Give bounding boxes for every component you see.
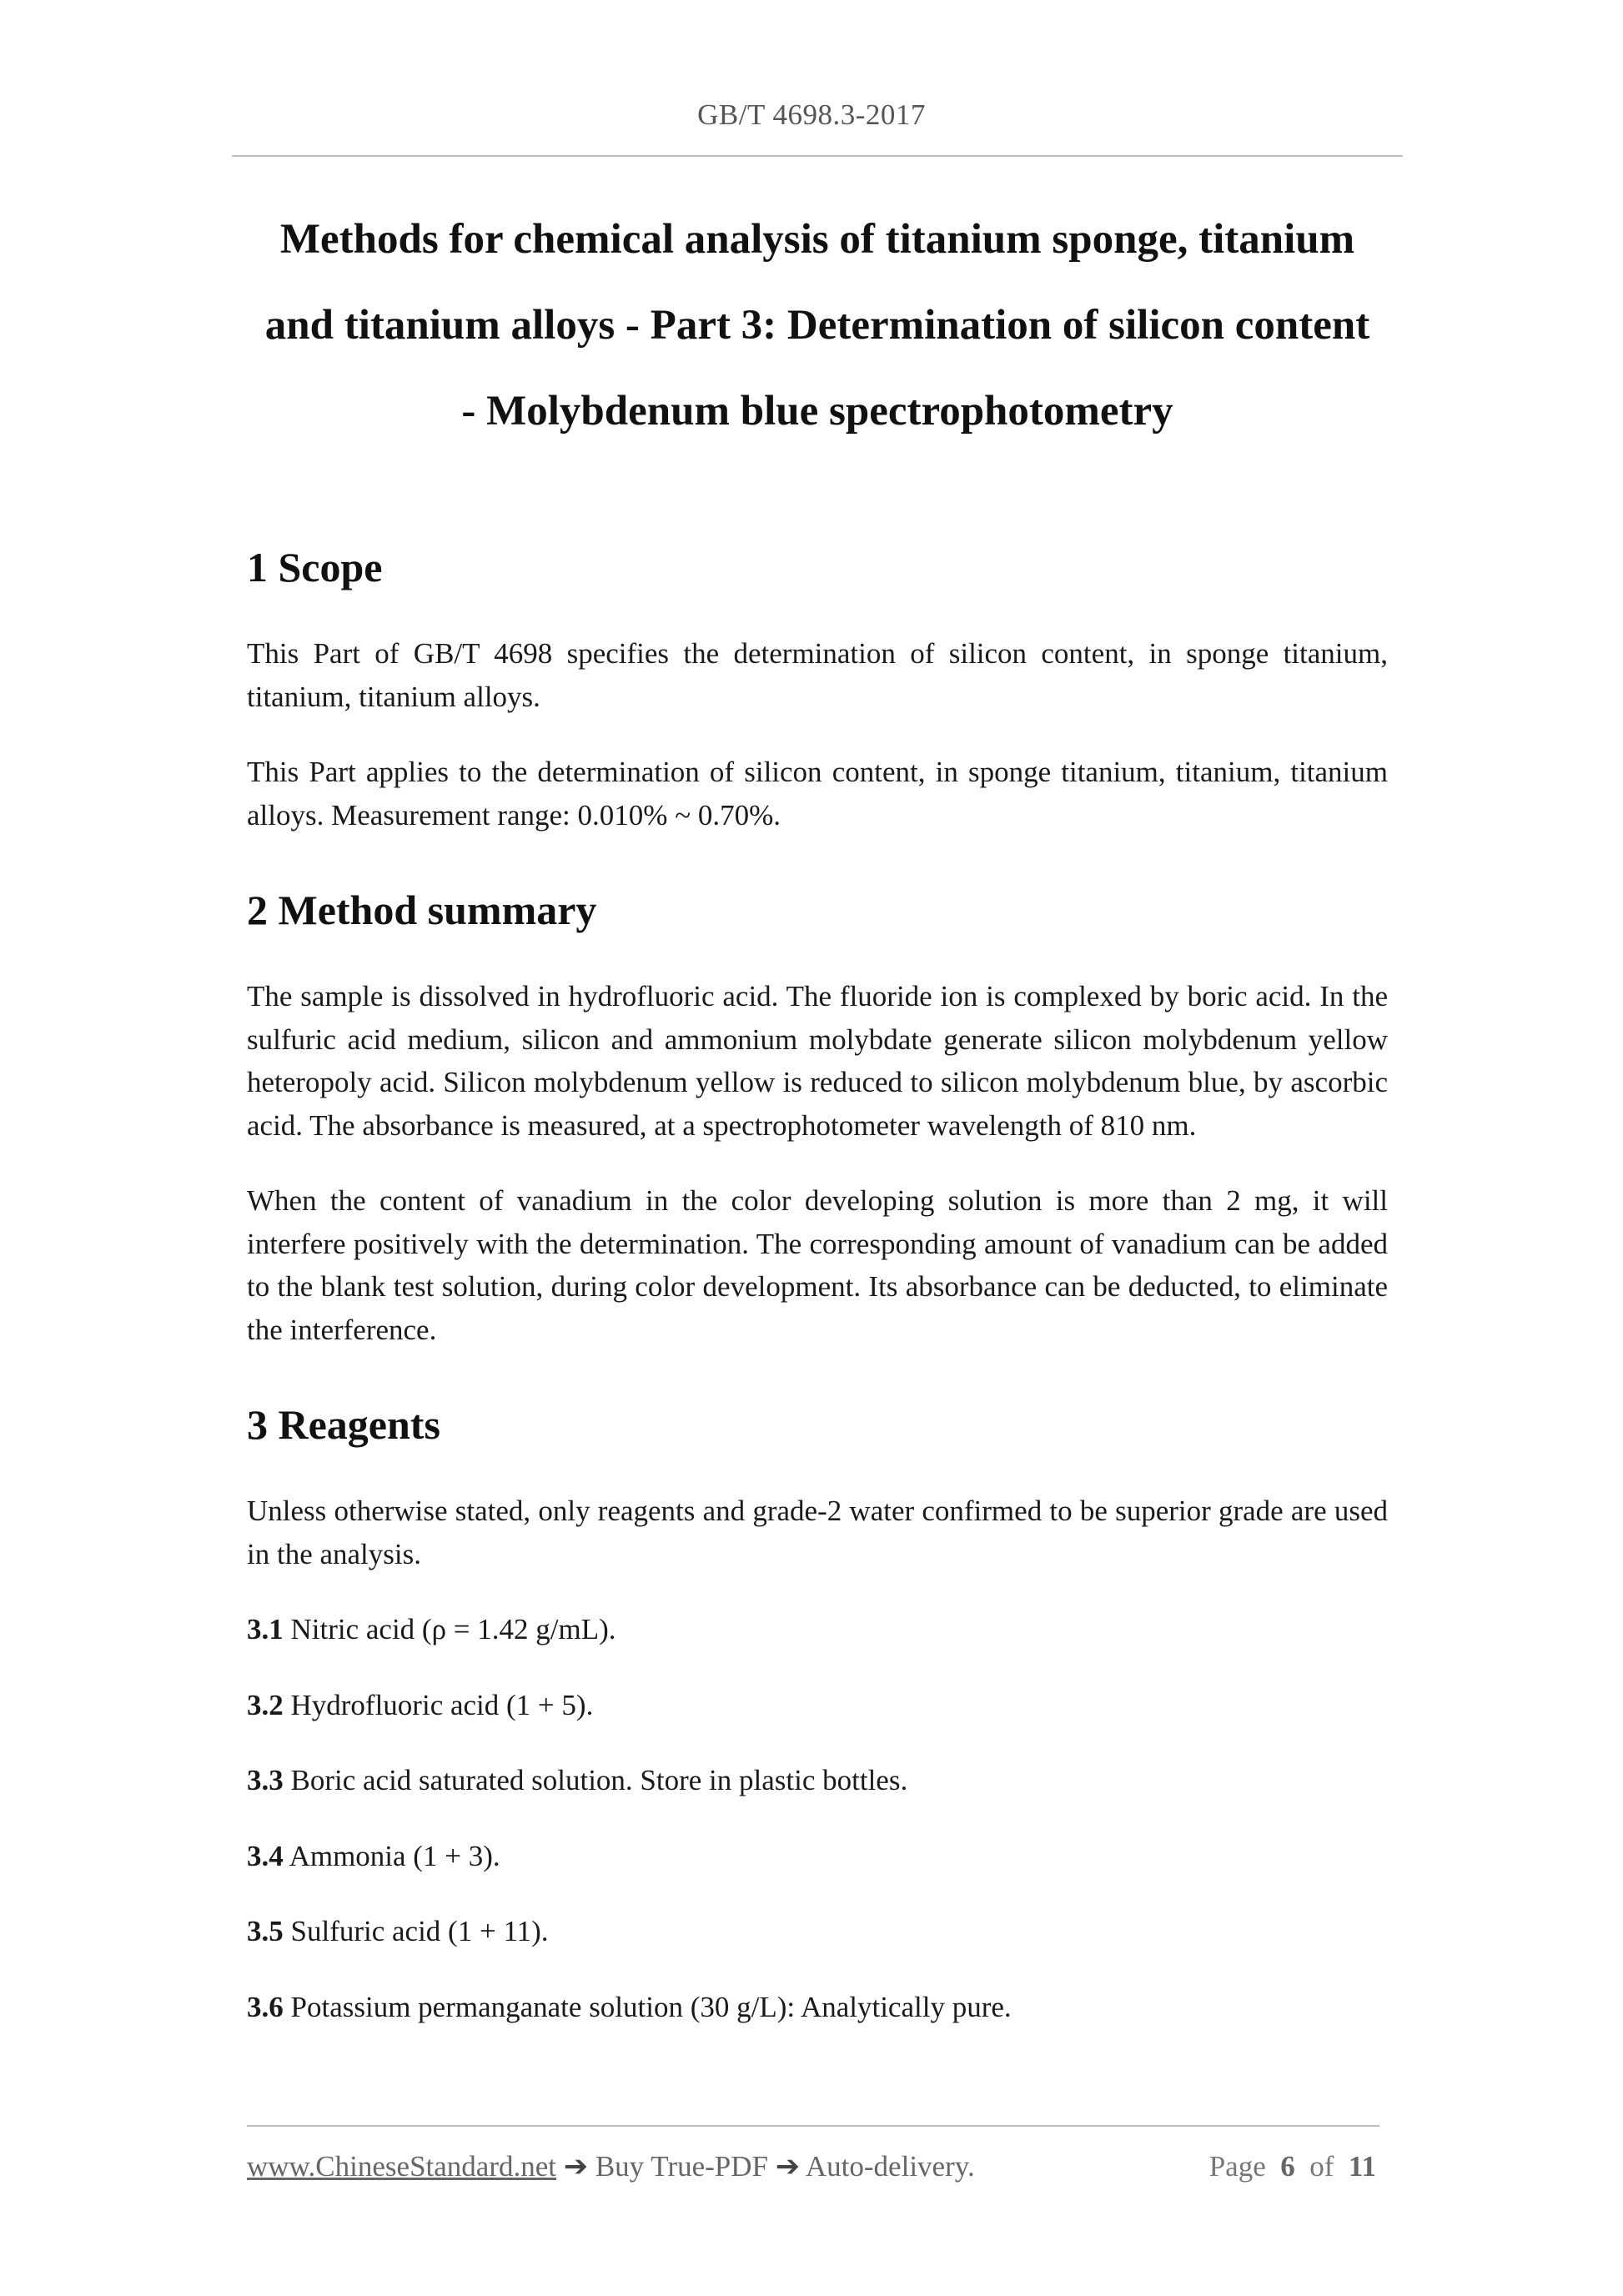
reagent-item: [247, 1684, 1388, 1727]
reagent-number: 3.5: [247, 1915, 284, 1947]
total-pages-number: 11: [1348, 2150, 1376, 2183]
reagent-number: 3.4: [247, 1839, 284, 1872]
reagent-item: [247, 1759, 1388, 1802]
of-label: of: [1309, 2150, 1334, 2183]
page-label: Page: [1208, 2150, 1266, 2183]
reagent-text: Potassium permanganate solution (30 g/L): Analytically pure.: [290, 1990, 1012, 2023]
auto-delivery-text: Auto-delivery.: [805, 2150, 975, 2183]
reagent-item: [247, 1910, 1388, 1953]
reagent-item: [247, 1608, 1388, 1651]
arrow-right-icon: ➔: [775, 2150, 801, 2183]
method-paragraph-2: When the content of vanadium in the color developing solution is more than 2 mg, it will interfere positively with the determination. The corresponding amount of vanadium can be added to the blank test solution, during color development. Its absorbance can be deducted, to eliminate the interference.: [247, 1184, 1388, 1346]
reagent-text: Ammonia (1 + 3).: [289, 1839, 500, 1872]
method-paragraph-1: The sample is dissolved in hydrofluoric acid. The fluoride ion is complexed by boric acid. In the sulfuric acid medium, silicon and ammonium molybdate generate silicon molybdenum yellow heteropoly acid. Silicon molybdenum yellow is reduced to silicon molybdenum blue, by ascorbic acid. The absorbance is measured, at a spectrophotometer wavelength of 810 nm.: [247, 980, 1388, 1142]
footer-divider: [247, 2125, 1379, 2127]
reagent-number: 3.3: [247, 1764, 284, 1796]
arrow-right-icon: ➔: [563, 2150, 589, 2183]
section-heading-scope: 1 Scope: [247, 544, 383, 590]
reagent-text: Sulfuric acid (1 + 11).: [290, 1915, 549, 1947]
reagent-number: 3.6: [247, 1990, 284, 2023]
scope-paragraph-1: This Part of GB/T 4698 specifies the determination of silicon content, in sponge titanium, titanium, titanium alloys.: [247, 637, 1388, 713]
reagent-text: Boric acid saturated solution. Store in plastic bottles.: [290, 1764, 908, 1796]
document-body: [247, 534, 1388, 2028]
section-heading-method-summary: 2 Method summary: [247, 887, 597, 933]
footer-promo: [247, 2150, 975, 2183]
title-line-3: - Molybdenum blue spectrophotometry: [461, 388, 1173, 435]
website-link[interactable]: www.ChineseStandard.net: [247, 2150, 556, 2183]
reagent-item: [247, 1986, 1388, 2029]
title-line-2: and titanium alloys - Part 3: Determination of silicon content: [264, 302, 1370, 349]
buy-true-pdf-text: Buy True-PDF: [595, 2150, 768, 2183]
page-indicator: [1209, 2150, 1376, 2183]
running-header: GB/T 4698.3-2017: [697, 98, 926, 131]
scope-paragraph-2: This Part applies to the determination of silicon content, in sponge titanium, titanium, titanium alloys. Measurement range: 0.010% ~ 0.70%.: [247, 756, 1388, 831]
reagent-number: 3.2: [247, 1688, 284, 1721]
section-heading-reagents: 3 Reagents: [247, 1401, 440, 1448]
reagent-text: Hydrofluoric acid (1 + 5).: [290, 1688, 594, 1721]
title-line-1: Methods for chemical analysis of titanium sponge, titanium: [279, 216, 1355, 263]
reagents-intro: Unless otherwise stated, only reagents and grade-2 water confirmed to be superior grade are used in the analysis.: [247, 1495, 1388, 1570]
reagent-number: 3.1: [247, 1613, 284, 1645]
header-divider: [232, 155, 1403, 157]
reagent-item: [247, 1835, 1388, 1878]
current-page-number: 6: [1280, 2150, 1295, 2183]
reagent-text: Nitric acid (ρ = 1.42 g/mL).: [290, 1613, 616, 1645]
document-title: [232, 197, 1403, 455]
